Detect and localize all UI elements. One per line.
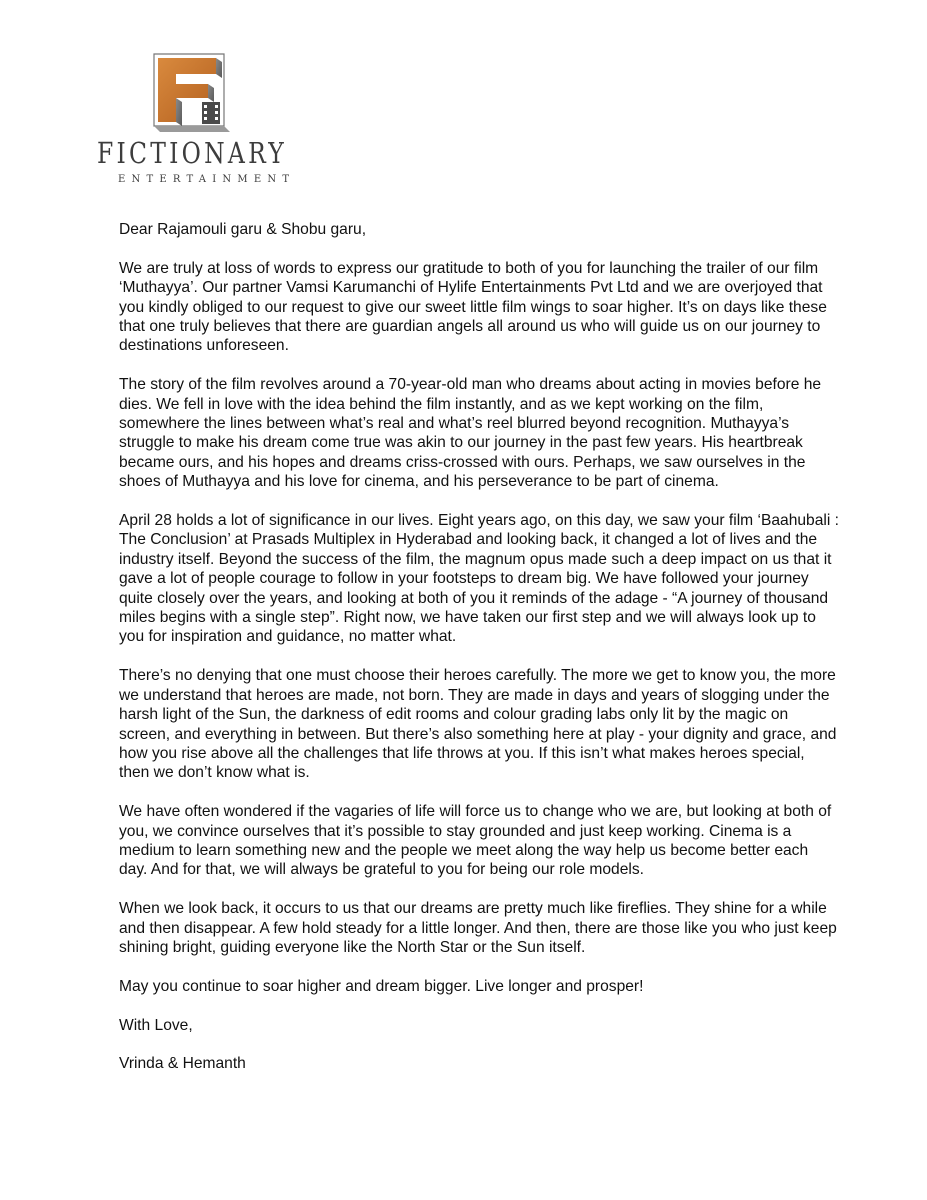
fictionary-logo-graphic	[96, 46, 302, 190]
fictionary-logo	[96, 46, 302, 190]
closing: With Love,	[119, 1016, 193, 1034]
paragraph-story: The story of the film revolves around a 70-year-old man who dreams about acting in movies before he dies. We fell in love with the idea behind the film instantly, and as we kept working on the film, somewhere the lines between what’s real and what’s reel blurred beyond recognition. Muthayya’s struggle to make his dream come true was akin to our journey in the past few years. His heartbreak became ours, and his hopes and dreams criss-crossed with ours. Perhaps, we saw ourselves in the shoes of Muthayya and his love for cinema, and his perseverance to be part of cinema.	[119, 376, 822, 491]
logo-wordmark: FICTIONARY	[97, 136, 287, 170]
paragraph-april-28: April 28 holds a lot of significance in our lives. Eight years ago, on this day, we saw your film ‘Baahubali : The Conclusion’ at Prasads Multiplex in Hyderabad and looking back, it changed a lot of lives and the industry itself. Beyond the success of the film, the magnum opus made such a deep impact on us that it gave a lot of people courage to follow in your footsteps to dream big. We have followed your journey quite closely over the years, and looking at both of you it reminds of the adage - “A journey of thousand miles begins with a single step”. Right now, we have taken our first step and we will always look up to you for inspiration and guidance, no matter what.	[119, 512, 839, 646]
salutation: Dear Rajamouli garu & Shobu garu,	[119, 221, 367, 238]
paragraph-wishes: May you continue to soar higher and dream bigger. Live longer and prosper!	[119, 977, 644, 995]
logo-tagline: ENTERTAINMENT	[118, 174, 292, 185]
signature: Vrinda & Hemanth	[119, 1055, 246, 1073]
paragraph-vagaries: We have often wondered if the vagaries of life will force us to change who we are, but looking at both of you, we convince ourselves that it’s possible to stay grounded and just keep working. Cinema is a medium to learn something new and the people we meet along the way help us become better each day. And for that, we will always be grateful to you for being our role models.	[119, 803, 832, 879]
logo-emblem	[154, 54, 230, 132]
paragraph-gratitude: We are truly at loss of words to express our gratitude to both of you for launching the trailer of our film ‘Muthayya’. Our partner Vamsi Karumanchi of Hylife Entertainments Pvt Ltd and we are overjoyed that you kindly obliged to our request to give our sweet little film wings to soar higher. It’s on days like these that one truly believes that there are guardian angels all around us who will guide us on our journey to destinations unforeseen.	[119, 259, 827, 355]
letter-body	[119, 220, 839, 1093]
paragraph-fireflies: When we look back, it occurs to us that our dreams are pretty much like fireflies. They shine for a while and then disappear. A few hold steady for a little longer. And then, there are those like you who just keep shining bright, guiding everyone like the North Star or the Sun itself.	[119, 900, 837, 956]
paragraph-heroes: There’s no denying that one must choose their heroes carefully. The more we get to know you, the more we understand that heroes are made, not born. They are made in days and years of slogging under the harsh light of the Sun, the darkness of edit rooms and colour grading labs only lit by the magic on screen, and everything in between. But there’s also something here at play - your dignity and grace, and how you rise above all the challenges that life throws at you. If this isn’t what makes heroes special, then we don’t know what is.	[119, 667, 837, 782]
